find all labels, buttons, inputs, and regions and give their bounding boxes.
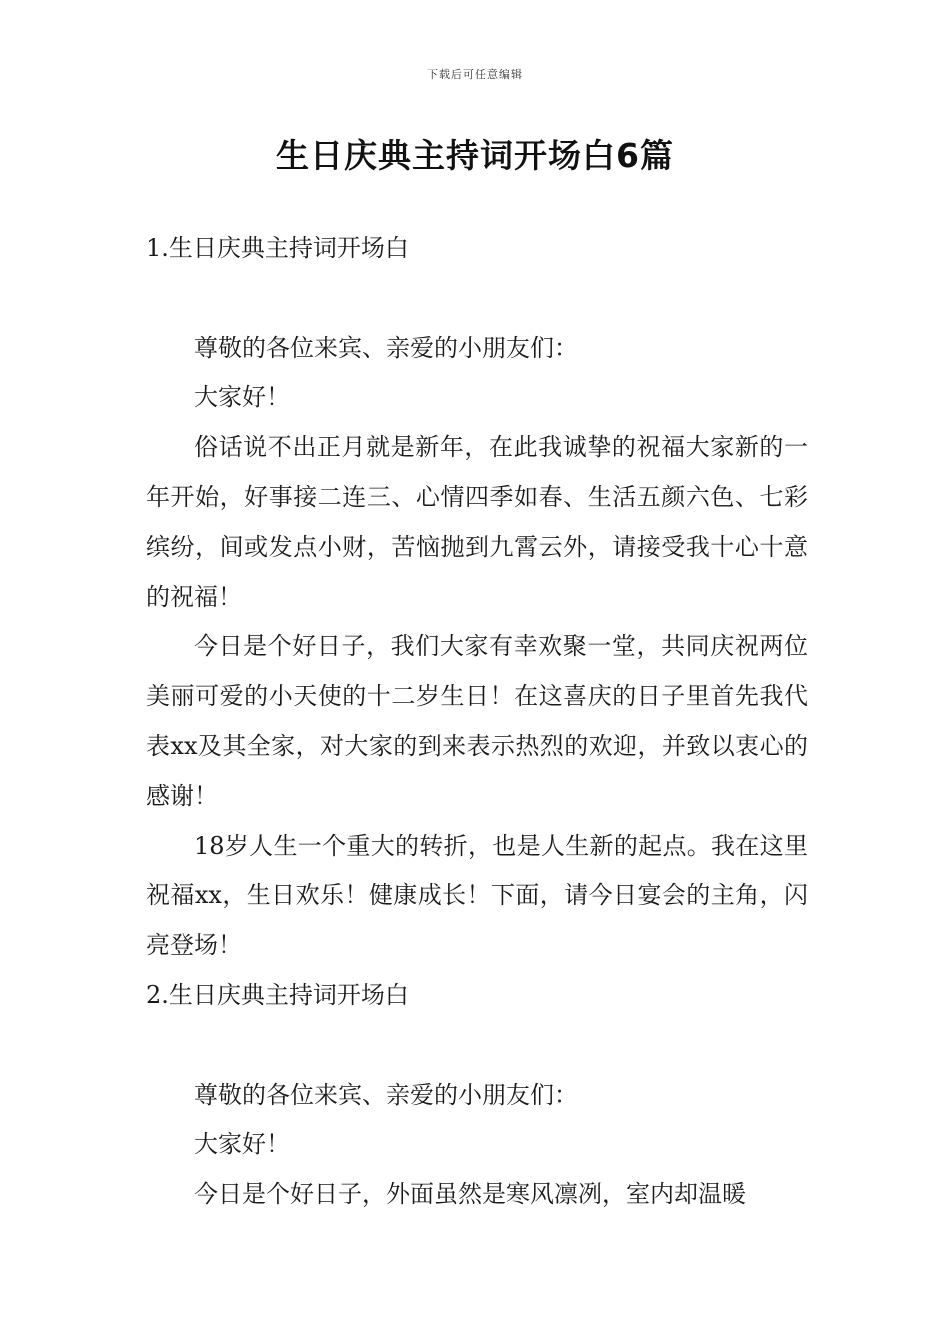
paragraph: 大家好！ [194, 383, 290, 412]
section-gap [146, 274, 808, 324]
paragraph: 尊敬的各位来宾、亲爱的小朋友们： [194, 333, 578, 362]
paragraph: 大家好！ [194, 1130, 290, 1159]
paragraph: 今日是个好日子，我们大家有幸欢聚一堂，共同庆祝两位美丽可爱的小天使的十二岁生日！在这喜庆的日子里首先我代表xx及其全家，对大家的到来表示热烈的欢迎，并致以衷心的感谢！ [146, 632, 808, 810]
paragraph: 今日是个好日子，外面虽然是寒风凛冽，室内却温暖 [194, 1180, 746, 1209]
header-note: 下载后可任意编辑 [427, 68, 523, 81]
section-heading-2: 2.生日庆典主持词开场白 [146, 980, 409, 1009]
paragraph: 18岁人生一个重大的转折，也是人生新的起点。我在这里祝福xx，生日欢乐！健康成长！下面，请今日宴会的主角，闪亮登场！ [146, 831, 808, 960]
section-gap [146, 1021, 808, 1071]
document-title: 生日庆典主持词开场白6篇 [276, 136, 674, 175]
document-body [146, 224, 808, 1220]
paragraph: 俗话说不出正月就是新年，在此我诚挚的祝福大家新的一年开始，好事接二连三、心情四季如春、生活五颜六色、七彩缤纷，间或发点小财，苦恼抛到九霄云外，请接受我十心十意的祝福！ [146, 433, 808, 611]
section-heading-1: 1.生日庆典主持词开场白 [146, 234, 409, 262]
paragraph: 尊敬的各位来宾、亲爱的小朋友们： [194, 1080, 578, 1109]
